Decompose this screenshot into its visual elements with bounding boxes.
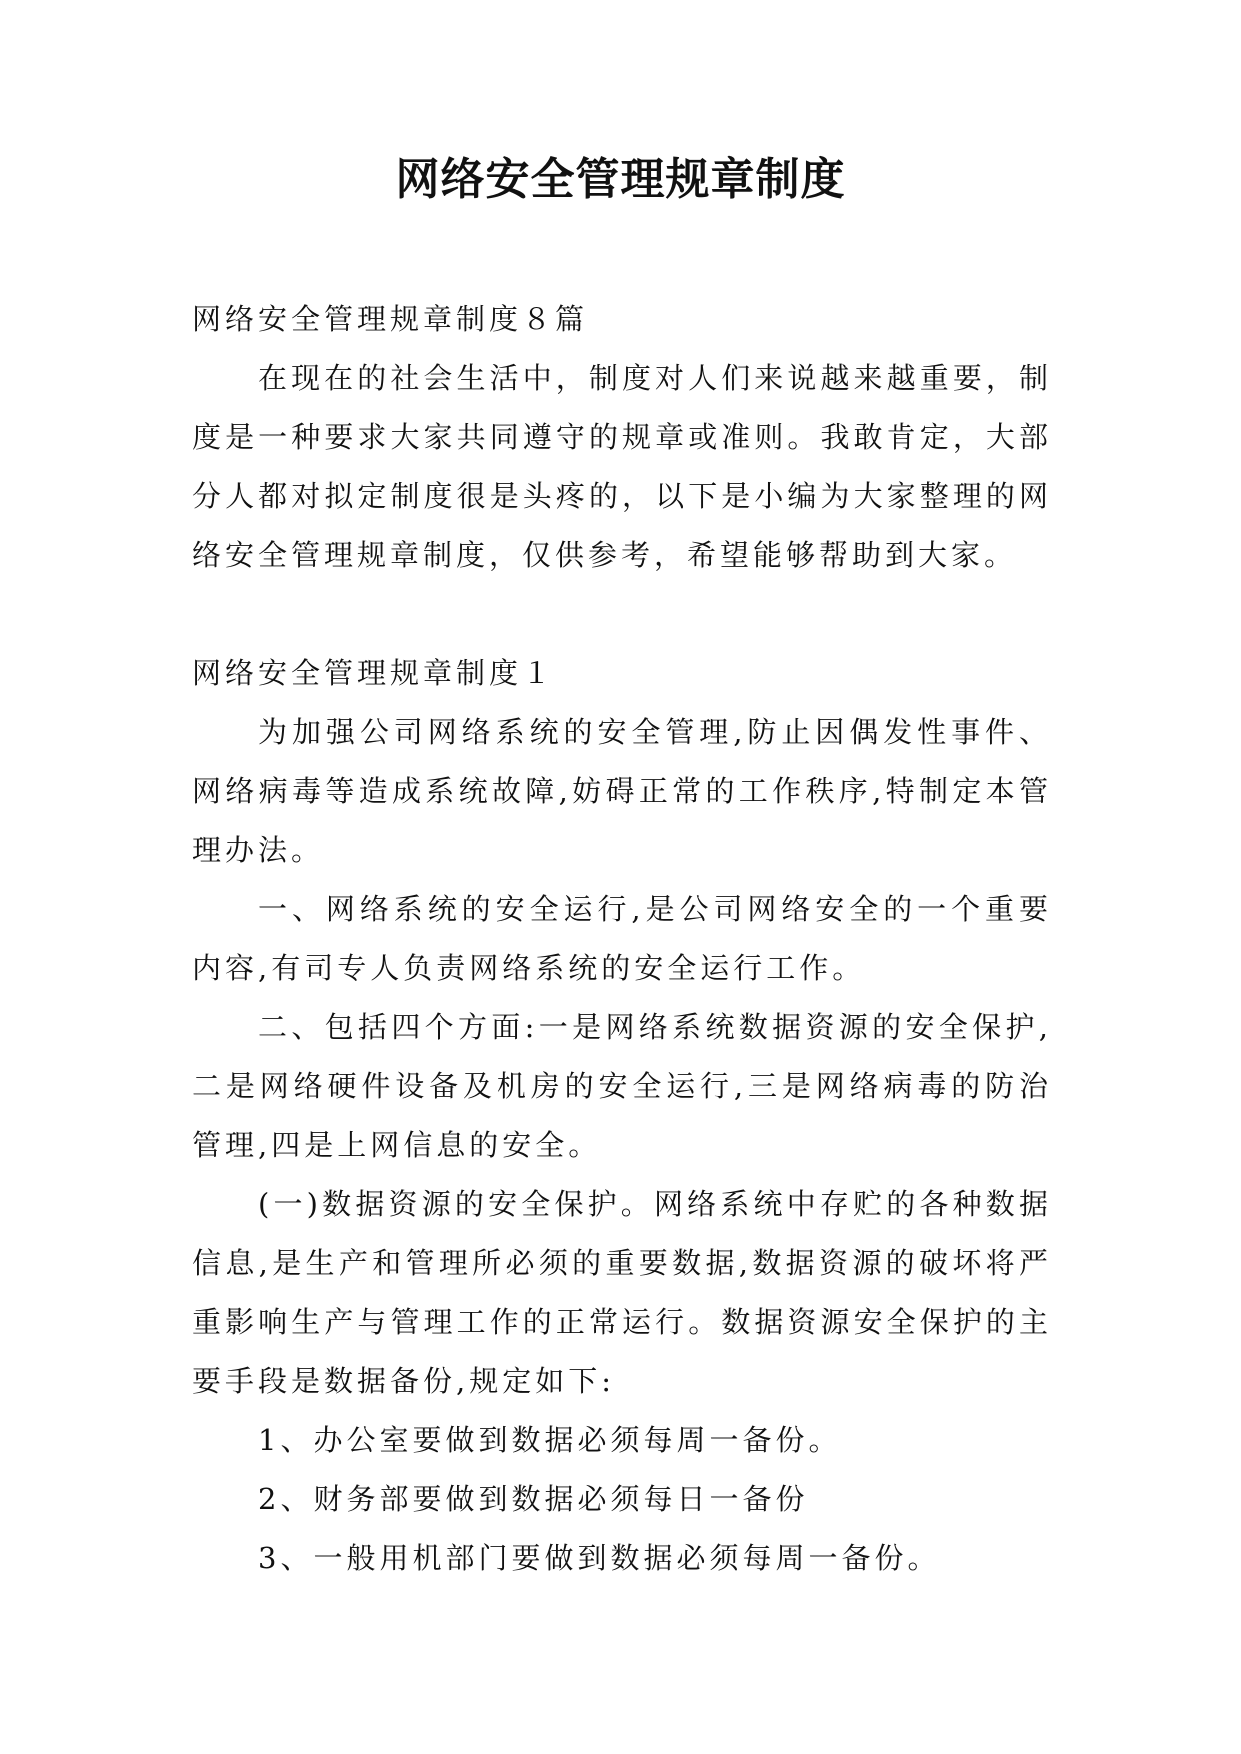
section-paragraph-item-one: 一、网络系统的安全运行,是公司网络安全的一个重要内容,有司专人负责网络系统的安全运行工作。 (192, 892, 1052, 985)
document-title: 网络安全管理规章制度 (395, 154, 846, 205)
document-body (192, 290, 1052, 1588)
list-item: 2、财务部要做到数据必须每日一备份 (258, 1482, 809, 1516)
section-paragraph-data-protection: (一)数据资源的安全保护。网络系统中存贮的各种数据信息,是生产和管理所必须的重要数据,数据资源的破坏将严重影响生产与管理工作的正常运行。数据资源安全保护的主要手段是数据备份,规定如下: (192, 1187, 1052, 1398)
intro-paragraph: 在现在的社会生活中，制度对人们来说越来越重要，制度是一种要求大家共同遵守的规章或准则。我敢肯定，大部分人都对拟定制度很是头疼的，以下是小编为大家整理的网络安全管理规章制度，仅供参考，希望能够帮助到大家。 (192, 361, 1052, 572)
list-item: 3、一般用机部门要做到数据必须每周一备份。 (258, 1541, 941, 1575)
section-heading: 网络安全管理规章制度１ (192, 656, 556, 690)
section-paragraph-purpose: 为加强公司网络系统的安全管理,防止因偶发性事件、网络病毒等造成系统故障,妨碍正常的工作秩序,特制定本管理办法。 (192, 715, 1052, 867)
document-subtitle: 网络安全管理规章制度８篇 (192, 302, 589, 336)
list-item: 1、办公室要做到数据必须每周一备份。 (258, 1423, 842, 1457)
section-paragraph-item-two: 二、包括四个方面:一是网络系统数据资源的安全保护,二是网络硬件设备及机房的安全运行,三是网络病毒的防治管理,四是上网信息的安全。 (192, 1010, 1052, 1162)
